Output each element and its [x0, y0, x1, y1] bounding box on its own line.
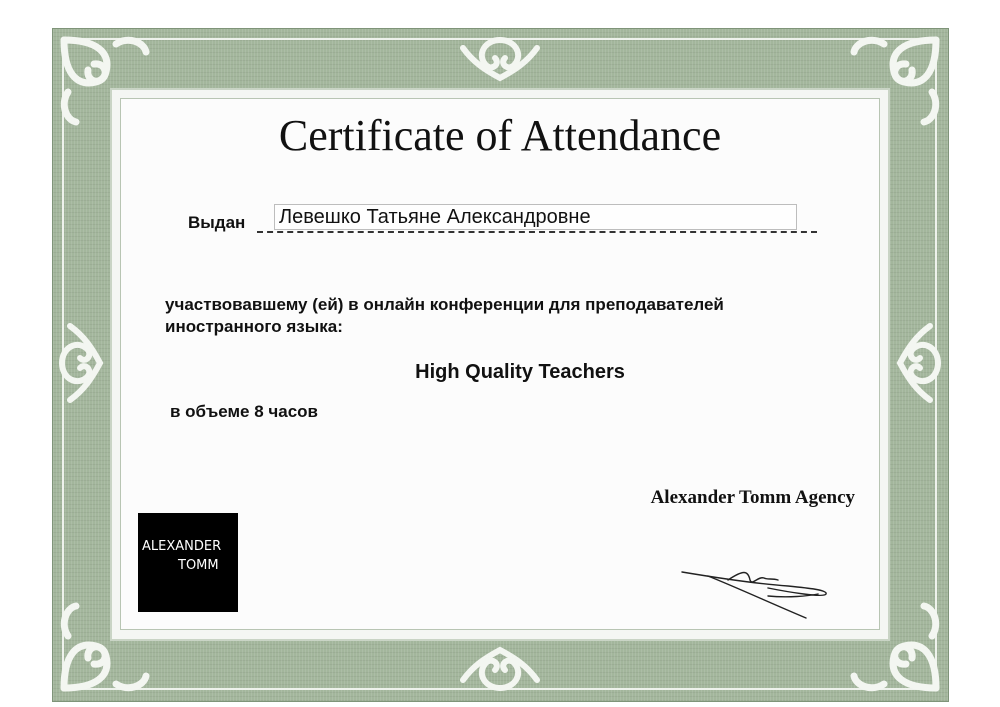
ornament-left-center-icon [56, 318, 106, 408]
logo-line-1: ALEXANDER [142, 539, 222, 554]
attendance-description [165, 294, 845, 338]
certificate-title: Certificate of Attendance [278, 111, 722, 160]
ornament-top-center-icon [455, 34, 545, 84]
description-line-2: иностранного языка: [165, 317, 343, 336]
hours-text: в объеме 8 часов [170, 402, 319, 421]
agency-name: Alexander Tomm Agency [650, 487, 855, 508]
recipient-name-field: Левешко Татьяне Александровне [274, 204, 797, 230]
signature-icon [668, 556, 838, 626]
issued-label: Выдан [188, 213, 246, 232]
ornament-bottom-center-icon [455, 644, 545, 694]
name-underline [257, 231, 817, 233]
logo-line-2: TOMM [178, 558, 219, 573]
agency-logo [138, 513, 238, 612]
conference-name: High Quality Teachers [415, 361, 625, 383]
description-line-1: участвовавшему (ей) в онлайн конференции для преподавателей [165, 295, 724, 314]
